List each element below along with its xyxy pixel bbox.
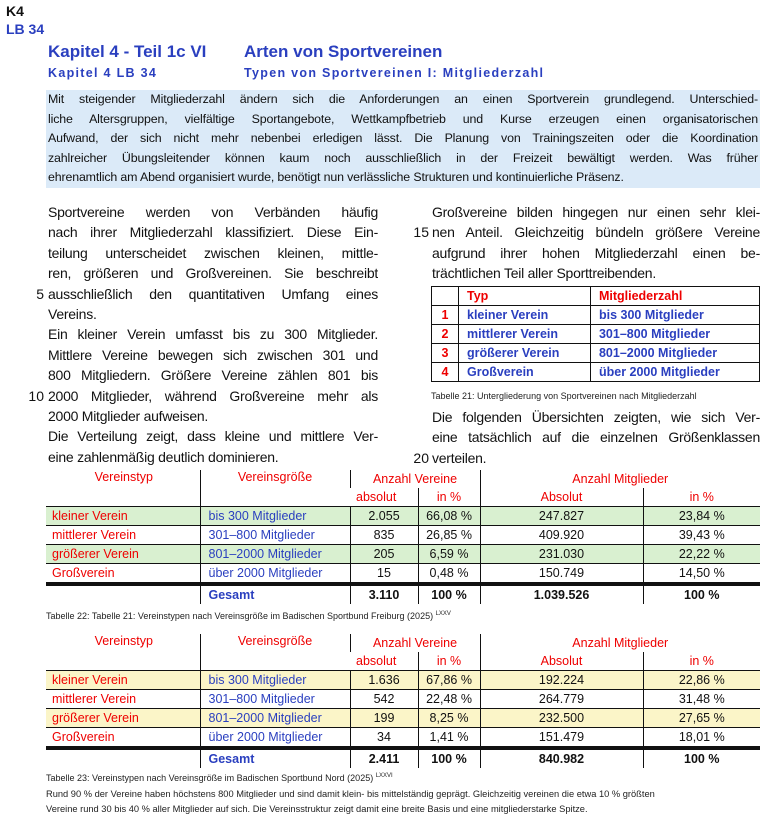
text-line: Die Verteilung zeigt, dass kleine und mittlere Ver- bbox=[48, 428, 378, 445]
cell: 542 bbox=[350, 690, 418, 709]
subheader-cell: absolut bbox=[356, 653, 397, 668]
header-members: Anzahl Mitglieder bbox=[480, 634, 760, 652]
text-line: Großvereine bilden hingegen nur einen sehr klei- bbox=[432, 204, 760, 220]
cell: mittlerer Verein bbox=[46, 526, 200, 545]
note-line: Rund 90 % der Vereine haben höchstens 800 Mitglieder und sind damit klein- bis mittelständig geprägt. Gleichzeitig vereinen die etwa 10 % größten bbox=[46, 789, 655, 799]
total-cell: 100 % bbox=[643, 584, 760, 604]
table-caption: Tabelle 21: Untergliederung von Sportvereinen nach Mitgliederzahl bbox=[431, 391, 697, 401]
sub-chapter: Kapitel 4 LB 34 bbox=[48, 66, 158, 80]
text-line: teilung unterscheidet zwischen kleinen, mittle- bbox=[48, 244, 378, 261]
cell: 199 bbox=[350, 709, 418, 728]
text-line: Mit steigender Mitgliederzahl ändern sich die Anforderungen an einen Sportverein grundlegend. Unterschied- bbox=[48, 92, 758, 106]
freiburg-table bbox=[46, 470, 760, 604]
total-cell: 100 % bbox=[418, 748, 480, 768]
cell: 232.500 bbox=[480, 709, 643, 728]
text-line: eine tatsächlich auf die einzelnen Größenklassen bbox=[432, 429, 760, 446]
table-row bbox=[432, 306, 760, 325]
cell: kleiner Verein bbox=[46, 671, 200, 690]
header-size: Vereinsgröße bbox=[200, 470, 350, 507]
cell: Großverein bbox=[46, 728, 200, 749]
text-line: 800 Mitgliedern. Größere Vereine zählen 801 bis bbox=[48, 367, 378, 384]
table-row bbox=[432, 325, 760, 344]
closing-note bbox=[46, 787, 655, 817]
total-row bbox=[46, 748, 760, 768]
cell: 67,86 % bbox=[418, 671, 480, 690]
text-line: Vereins. bbox=[48, 306, 97, 323]
table-caption bbox=[46, 773, 393, 783]
cell: 835 bbox=[350, 526, 418, 545]
cell: mittlerer Verein bbox=[46, 690, 200, 709]
subheader-cell: in % bbox=[418, 488, 480, 507]
total-cell: Gesamt bbox=[200, 584, 350, 604]
total-cell bbox=[46, 748, 200, 768]
cell: 150.749 bbox=[480, 564, 643, 585]
subheader-cell: in % bbox=[643, 652, 760, 671]
text-line: liche Altersgruppen, vielfältige Sportangebote, Wettkampfbetrieb und Kurse erzeugen einen organisatorischen bbox=[48, 111, 758, 126]
cell: 14,50 % bbox=[643, 564, 760, 585]
table-row bbox=[46, 564, 760, 585]
left-column bbox=[48, 202, 378, 467]
range-cell: 301–800 Mitglieder bbox=[590, 325, 759, 344]
cell: 22,22 % bbox=[643, 545, 760, 564]
line-number: 5 bbox=[36, 285, 44, 302]
cell: 801–2000 Mitglieder bbox=[200, 545, 350, 564]
cell: 205 bbox=[350, 545, 418, 564]
cell: 18,01 % bbox=[643, 728, 760, 749]
type-cell: größerer Verein bbox=[459, 344, 591, 363]
total-row bbox=[46, 584, 760, 604]
table-row bbox=[46, 709, 760, 728]
cell: 301–800 Mitglieder bbox=[200, 526, 350, 545]
header-type: Vereinstyp bbox=[94, 470, 153, 484]
text-line: ehrenamtlich am Abend organisiert wurde, benötigt nun verlässliche Strukturen und kontinuierliche Präsenz. bbox=[48, 170, 624, 185]
cell: 31,48 % bbox=[643, 690, 760, 709]
row-number: 1 bbox=[432, 306, 459, 325]
range-cell: über 2000 Mitglieder bbox=[590, 363, 759, 382]
row-number: 2 bbox=[432, 325, 459, 344]
text-line: eine zahlenmäßig deutlich dominieren. bbox=[48, 448, 279, 465]
right-column-bottom bbox=[432, 407, 760, 468]
text-line: verteilen. bbox=[432, 449, 487, 466]
table-row bbox=[46, 671, 760, 690]
note-line: Vereine rund 30 bis 40 % aller Mitglieder auf sich. Die Vereinsstruktur zeigt damit eine breite Basis und eine mitgliederstarke Spitze. bbox=[46, 804, 588, 814]
cell: 301–800 Mitglieder bbox=[200, 690, 350, 709]
table-row bbox=[46, 507, 760, 526]
intro-box bbox=[46, 90, 760, 188]
caption-text: Tabelle 23: Vereinstypen nach Vereinsgröße im Badischen Sportbund Nord (2025) bbox=[46, 773, 374, 783]
cell: 2.055 bbox=[350, 507, 418, 526]
total-cell: 1.039.526 bbox=[480, 584, 643, 604]
cell: 66,08 % bbox=[418, 507, 480, 526]
cell: 1.636 bbox=[350, 671, 418, 690]
text-line: Mittlere Vereine bewegen sich zwischen 301 und bbox=[48, 346, 378, 363]
header-size: Vereinsgröße bbox=[200, 634, 350, 671]
text-line: nen Anteil. Gleichzeitig bündeln größere Vereine bbox=[432, 224, 760, 241]
type-cell: Großverein bbox=[459, 363, 591, 382]
cell: 22,86 % bbox=[643, 671, 760, 690]
right-column-top bbox=[432, 202, 760, 284]
table-row bbox=[46, 526, 760, 545]
line-number: 20 bbox=[413, 449, 429, 466]
line-number: 10 bbox=[28, 387, 44, 404]
header-cell: Typ bbox=[459, 287, 591, 306]
cell: 192.224 bbox=[480, 671, 643, 690]
club-type-table bbox=[431, 286, 760, 382]
total-cell: Gesamt bbox=[200, 748, 350, 768]
header-row bbox=[46, 634, 760, 652]
text-line: 2000 Mitglieder aufweisen. bbox=[48, 408, 209, 425]
nord-table bbox=[46, 634, 760, 768]
header-clubs: Anzahl Vereine bbox=[350, 470, 480, 488]
header-cell: Mitgliederzahl bbox=[590, 287, 759, 306]
cell: bis 300 Mitglieder bbox=[200, 507, 350, 526]
table-row bbox=[46, 545, 760, 564]
text-line: Ein kleiner Verein umfasst bis zu 300 Mitglieder. bbox=[48, 326, 378, 343]
cell: 801–2000 Mitglieder bbox=[200, 709, 350, 728]
subheader-cell: absolut bbox=[356, 489, 397, 504]
total-cell: 100 % bbox=[643, 748, 760, 768]
total-cell: 2.411 bbox=[350, 748, 418, 768]
total-cell: 3.110 bbox=[350, 584, 418, 604]
range-cell: bis 300 Mitglieder bbox=[590, 306, 759, 325]
cell: 39,43 % bbox=[643, 526, 760, 545]
lb-code: LB 34 bbox=[6, 21, 45, 37]
header-members: Anzahl Mitglieder bbox=[480, 470, 760, 488]
table-row bbox=[432, 363, 760, 382]
subheader-cell: in % bbox=[643, 488, 760, 507]
subheader-cell: in % bbox=[418, 652, 480, 671]
text-line: aufgrund ihrer hohen Mitgliederzahl einen be- bbox=[432, 244, 760, 261]
cell: 151.479 bbox=[480, 728, 643, 749]
total-cell: 840.982 bbox=[480, 748, 643, 768]
cell: 264.779 bbox=[480, 690, 643, 709]
text-line: ren, größeren und Großvereinen. Sie beschreibt bbox=[48, 265, 378, 282]
header-row bbox=[46, 470, 760, 488]
chapter-code: K4 bbox=[6, 3, 24, 19]
caption-text: Tabelle 22: Tabelle 21: Vereinstypen nach Vereinsgröße im Badischen Sportbund Freiburg (2025) bbox=[46, 611, 434, 621]
subheader-cell: Absolut bbox=[480, 652, 643, 671]
cell: 34 bbox=[350, 728, 418, 749]
cell: Großverein bbox=[46, 564, 200, 585]
cell: 409.920 bbox=[480, 526, 643, 545]
cell: 0,48 % bbox=[418, 564, 480, 585]
table-row bbox=[46, 728, 760, 749]
cell: 1,41 % bbox=[418, 728, 480, 749]
text-line: trächtlichen Teil aller Sporttreibenden. bbox=[432, 265, 656, 282]
row-number: 3 bbox=[432, 344, 459, 363]
cell: über 2000 Mitglieder bbox=[200, 728, 350, 749]
text-line: 2000 Mitglieder, während Großvereine mehr als bbox=[48, 387, 378, 404]
type-cell: kleiner Verein bbox=[459, 306, 591, 325]
row-number: 4 bbox=[432, 363, 459, 382]
subtitle: Typen von Sportvereinen I: Mitgliederzahl bbox=[244, 66, 545, 80]
header-type: Vereinstyp bbox=[94, 634, 153, 648]
cell: 27,65 % bbox=[643, 709, 760, 728]
cell: 6,59 % bbox=[418, 545, 480, 564]
header-clubs: Anzahl Vereine bbox=[350, 634, 480, 652]
table-caption bbox=[46, 611, 451, 621]
cell: 247.827 bbox=[480, 507, 643, 526]
total-cell bbox=[46, 584, 200, 604]
page-title: Arten von Sportvereinen bbox=[244, 42, 443, 61]
text-line: Die folgenden Übersichten zeigten, wie sich Ver- bbox=[432, 409, 760, 425]
cell: 26,85 % bbox=[418, 526, 480, 545]
text-line: zahlreicher Übungsleitender können kaum noch ausschließlich in der Freizeit bewältigt werden. Was früher bbox=[48, 150, 758, 165]
type-cell: mittlerer Verein bbox=[459, 325, 591, 344]
text-line: Sportvereine werden von Verbänden häufig bbox=[48, 204, 378, 220]
table-header-row bbox=[432, 287, 760, 306]
cell: bis 300 Mitglieder bbox=[200, 671, 350, 690]
line-number: 15 bbox=[413, 224, 429, 241]
total-cell: 100 % bbox=[418, 584, 480, 604]
cell: 231.030 bbox=[480, 545, 643, 564]
cell: über 2000 Mitglieder bbox=[200, 564, 350, 585]
cell: 15 bbox=[350, 564, 418, 585]
chapter-title: Kapitel 4 - Teil 1c VI bbox=[48, 42, 207, 61]
footnote-ref: LXXVI bbox=[375, 773, 393, 779]
cell: kleiner Verein bbox=[46, 507, 200, 526]
text-line: ausschließlich den quantitativen Umfang eines bbox=[48, 285, 378, 302]
table-row bbox=[46, 690, 760, 709]
footnote-ref: LXXV bbox=[435, 611, 451, 617]
cell: größerer Verein bbox=[46, 545, 200, 564]
text-line: nach ihrer Mitgliederzahl klassifiziert. Diese Ein- bbox=[48, 224, 378, 241]
header-cell bbox=[432, 287, 459, 306]
cell: 23,84 % bbox=[643, 507, 760, 526]
subheader-cell: Absolut bbox=[480, 488, 643, 507]
cell: 22,48 % bbox=[418, 690, 480, 709]
cell: größerer Verein bbox=[46, 709, 200, 728]
text-line: Aufwand, der sich nicht mehr nebenbei erledigen lässt. Die Planung von Trainingszeiten oder die Koordination bbox=[48, 131, 758, 146]
table-row bbox=[432, 344, 760, 363]
cell: 8,25 % bbox=[418, 709, 480, 728]
range-cell: 801–2000 Mitglieder bbox=[590, 344, 759, 363]
